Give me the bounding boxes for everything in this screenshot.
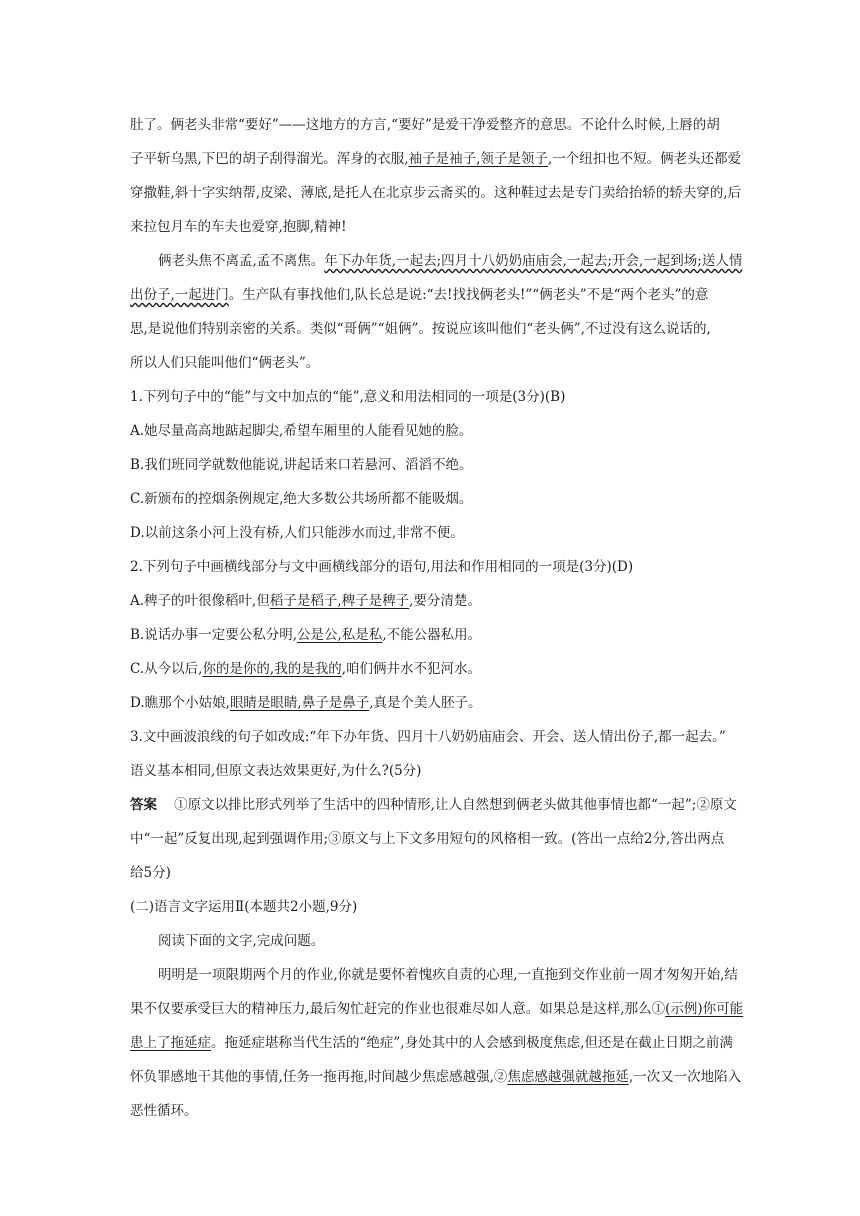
question-2-option-d: D.瞧那个小姑娘,眼睛是眼睛,鼻子是鼻子,真是个美人胚子。 — [130, 695, 482, 711]
passage-line: 思,是说他们特别亲密的关系。类似“哥俩”“姐俩”。按说应该叫他们“老头俩”,不过没有这么说话的, — [130, 321, 711, 337]
question-3-stem-cont: 语义基本相同,但原文表达效果更好,为什么?(5分) — [130, 763, 422, 779]
answer-line: 给5分) — [130, 865, 171, 881]
question-2-option-a: A.稗子的叶很像稻叶,但稻子是稻子,稗子是稗子,要分清楚。 — [130, 593, 481, 609]
question-1-stem: 1.下列句子中的“能”与文中加点的“能”,意义和用法相同的一项是(3分)(B) — [130, 389, 566, 405]
question-1-option-a: A.她尽量高高地踮起脚尖,希望车厢里的人能看见她的脸。 — [130, 423, 473, 439]
question-2-stem: 2.下列句子中画横线部分与文中画横线部分的语句,用法和作用相同的一项是(3分)(D) — [130, 559, 634, 575]
section-instruction: 阅读下面的文字,完成问题。 — [158, 933, 325, 949]
passage2-line: 恶性循环。 — [130, 1103, 198, 1119]
passage-line: 所以人们只能叫他们“俩老头”。 — [130, 355, 320, 371]
passage-line: 来拉包月车的车夫也爱穿,抱脚,精神! — [130, 219, 347, 235]
question-1-option-d: D.以前这条小河上没有桥,人们只能涉水而过,非常不便。 — [130, 525, 464, 541]
answer-line: 中“一起”反复出现,起到强调作用;③原文与上下文多用短句的风格相一致。(答出一点给2分,答出两点 — [130, 831, 725, 847]
passage2-line: 明明是一项限期两个月的作业,你就是要怀着愧疚自责的心理,一直拖到交作业前一周才匆匆开始,结 — [158, 967, 738, 983]
section-title: (二)语言文字运用Ⅱ(本题共2小题,9分) — [130, 899, 358, 915]
answer-label: 答案 — [130, 797, 157, 813]
wavy-underlined-phrase: 年下办年货,一起去;四月十八奶奶庙庙会,一起去;开会,一起到场;送人情 — [324, 253, 743, 269]
passage-line: 出份子,一起进门。生产队有事找他们,队长总是说:“去!找找俩老头!”“俩老头”不是“两个老头”的意 — [130, 287, 709, 303]
passage-line: 穿撒鞋,斜十字实纳帮,皮梁、薄底,是托人在北京步云斋买的。这种鞋过去是专门卖给抬轿的轿夫穿的,后 — [130, 185, 742, 201]
passage2-line: 果不仅要承受巨大的精神压力,最后匆忙赶完的作业也很难尽如人意。如果总是这样,那么①(示例)你可能 — [130, 1001, 744, 1017]
passage-line: 子平斩乌黑,下巴的胡子刮得溜光。浑身的衣服,袖子是袖子,领子是领子,一个纽扣也不短。俩老头还都爱 — [130, 151, 742, 167]
question-3-stem: 3.文中画波浪线的句子如改成:“年下办年货、四月十八奶奶庙庙会、开会、送人情出份子,都一起去。” — [130, 729, 726, 745]
wavy-underlined-phrase: 出份子,一起进门 — [130, 287, 229, 303]
question-2-option-b: B.说话办事一定要公私分明,公是公,私是私,不能公器私用。 — [130, 627, 482, 643]
question-1-option-c: C.新颁布的控烟条例规定,绝大多数公共场所都不能吸烟。 — [130, 491, 473, 507]
underlined-phrase: 袖子是袖子,领子是领子 — [408, 151, 548, 167]
answer-line: 答案 ①原文以排比形式列举了生活中的四种情形,让人自然想到俩老头做其他事情也都“一起”;②原文 — [130, 797, 737, 813]
question-1-option-b: B.我们班同学就数他能说,讲起话来口若悬河、滔滔不绝。 — [130, 457, 473, 473]
passage-line: 肚了。俩老头非常“要好”——这地方的方言,“要好”是爱干净爱整齐的意思。不论什么时候,上唇的胡 — [130, 117, 720, 133]
passage2-line: 患上了拖延症。拖延症堪称当代生活的“绝症”,身处其中的人会感到极度焦虑,但还是在截止日期之前满 — [130, 1035, 733, 1051]
passage-line: 俩老头焦不离孟,孟不离焦。年下办年货,一起去;四月十八奶奶庙庙会,一起去;开会,一起到场;送人情 — [158, 253, 743, 269]
passage2-line: 怀负罪感地干其他的事情,任务一拖再拖,时间越少焦虑感越强,②焦虑感越强就越拖延,一次又一次地陷入 — [130, 1069, 742, 1085]
question-2-option-c: C.从今以后,你的是你的,我的是我的,咱们俩井水不犯河水。 — [130, 661, 482, 677]
